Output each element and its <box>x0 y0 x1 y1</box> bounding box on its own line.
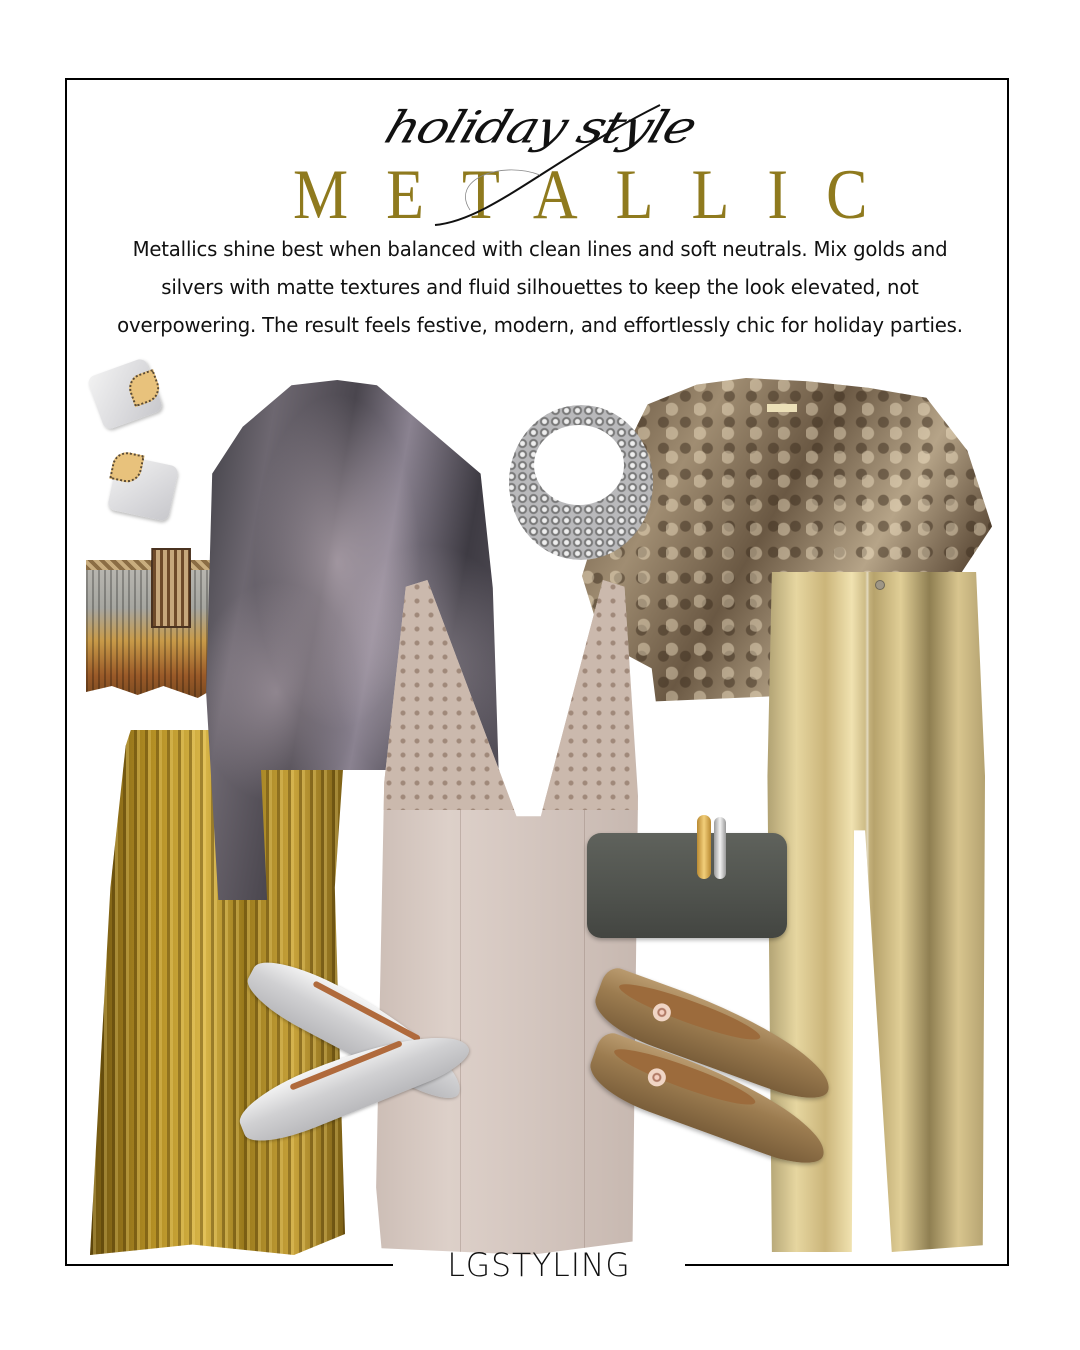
frame-border-right <box>1007 78 1009 1266</box>
script-subtitle: holiday style <box>378 102 702 154</box>
earring-product-image[interactable] <box>86 357 163 431</box>
frame-border-bottom-left <box>65 1264 393 1266</box>
frame-border-top <box>65 78 1009 80</box>
main-title: METALLIC <box>293 155 906 235</box>
silver-slingbacks-product-image[interactable] <box>228 940 478 1160</box>
bronze-flats-product-image[interactable] <box>585 975 845 1165</box>
grey-box-clutch-product-image[interactable] <box>587 833 787 938</box>
frame-border-left <box>65 78 67 1266</box>
frame-border-bottom-right <box>685 1264 1009 1266</box>
earring-product-image[interactable] <box>107 454 179 522</box>
description-text: Metallics shine best when balanced with clean lines and soft neutrals. Mix golds and silvers with matte textures and fluid silhouettes to keep the look elevated, not overpowering. The result feels festive, modern, and effortlessly chic for holiday parties. <box>117 237 963 337</box>
brand-logo: LGSTYLING <box>447 1246 631 1284</box>
